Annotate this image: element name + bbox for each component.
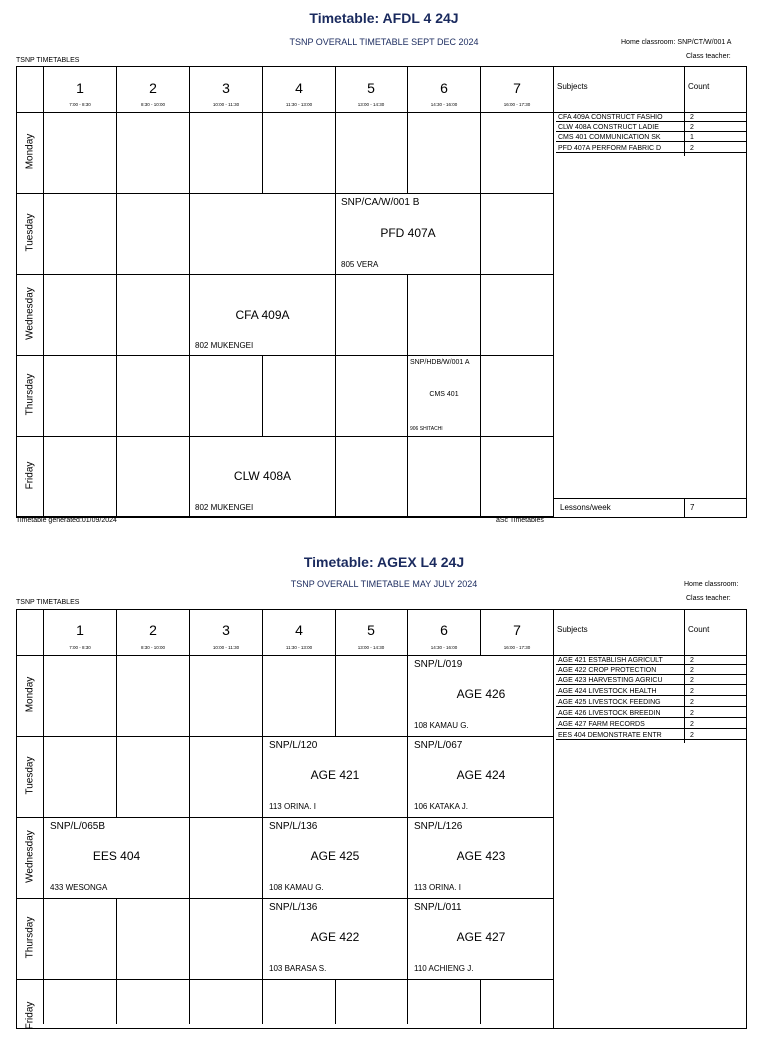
timetable-title: Timetable: AFDL 4 24J [309,10,459,26]
period-number: 3 [222,622,230,638]
lesson-room: 802 MUKENGEI [195,341,254,350]
period-time: 7:00 - 8:30 [69,102,91,107]
day-label: Friday [24,1001,36,1030]
lesson-subject: AGE 421 [310,768,360,782]
subject-name: AGE 424 LIVESTOCK HEALTH [558,688,657,695]
lesson-class: SNP/CA/W/001 B [341,197,420,208]
lesson-class: SNP/L/067 [414,740,463,751]
subject-name: AGE 427 FARM RECORDS [558,721,645,728]
lesson-class: SNP/L/136 [269,902,318,913]
lesson-room: 106 KATAKA J. [414,802,468,811]
grid-line [16,193,554,194]
grid-line [335,655,336,736]
period-number: 1 [76,622,84,638]
day-label: Monday [24,133,36,170]
timetable-title: Timetable: AGEX L4 24J [303,554,465,570]
period-time: 8:30 - 10:00 [140,102,166,107]
subject-row [556,123,747,132]
grid-line [16,355,554,356]
lesson-room: 433 WESONGA [50,883,108,892]
subject-row [556,676,747,685]
timetable-grid [16,66,554,518]
home-classroom: Home classroom: [684,581,739,588]
subject-name: EES 404 DEMONSTRATE ENTR [558,732,662,739]
day-label: Wednesday [24,287,36,340]
day-label: Thursday [24,373,36,416]
period-time: 13:00 - 14:30 [357,102,385,107]
lesson-class: SNP/HDB/W/001 A [410,359,470,366]
grid-line [335,66,336,518]
subject-count: 2 [690,657,694,664]
lesson-subject: CFA 409A [235,308,290,322]
subject-count: 2 [690,677,694,684]
lesson-room: 113 ORINA. I [414,883,461,892]
class-teacher: Class teacher: [686,53,731,60]
grid-line [16,979,554,980]
lesson-room: 108 KAMAU G. [269,883,324,892]
period-time: 7:00 - 8:30 [69,645,91,650]
period-number: 7 [513,622,521,638]
day-label: Wednesday [24,830,36,883]
subject-row [556,720,747,729]
period-time: 11:30 - 13:00 [285,102,313,107]
subject-count: 2 [690,721,694,728]
period-time: 14:30 - 16:00 [430,645,458,650]
period-time: 14:30 - 16:00 [430,102,458,107]
lessons-week-value: 7 [690,503,695,512]
grid-line [684,498,685,518]
count-header: Count [688,82,710,91]
lesson-subject: AGE 424 [456,768,506,782]
grid-line [262,355,263,437]
subject-name: CMS 401 COMMUNICATION SK [558,134,661,141]
subject-row [556,731,747,740]
grid-line [553,498,747,499]
period-number: 5 [367,622,375,638]
period-time: 16:00 - 17:30 [503,645,531,650]
class-teacher: Class teacher: [686,595,731,602]
grid-line [116,898,117,1024]
subject-name: AGE 421 ESTABLISH AGRICULT [558,657,663,664]
period-number: 3 [222,80,230,96]
home-classroom: Home classroom: SNP/CT/W/001 A [621,39,732,46]
day-label: Monday [24,676,36,713]
subject-count: 2 [690,124,694,131]
grid-line [16,436,554,437]
subject-count: 2 [690,145,694,152]
lesson-room: 103 BARASA S. [269,964,327,973]
lesson-class: SNP/L/136 [269,821,318,832]
lesson-subject: CLW 408A [233,469,292,483]
asc-label: aSc Timetables [496,517,544,524]
subject-count: 2 [690,732,694,739]
lesson-subject: AGE 425 [310,849,360,863]
lesson-class: SNP/L/019 [414,659,463,670]
subject-count: 2 [690,710,694,717]
subject-name: CLW 408A CONSTRUCT LADIE [558,124,659,131]
lesson-room: 108 KAMAU G. [414,721,469,730]
period-number: 4 [295,80,303,96]
grid-line [480,979,481,1024]
lesson-subject: AGE 423 [456,849,506,863]
grid-line [16,655,554,656]
grid-line [335,979,336,1024]
period-number: 6 [440,80,448,96]
subject-row [556,687,747,696]
day-label: Tuesday [24,213,36,252]
subject-name: CFA 409A CONSTRUCT FASHIO [558,114,663,121]
period-number: 4 [295,622,303,638]
lesson-subject: PFD 407A [380,226,436,240]
grid-line [189,66,190,518]
subjects-header: Subjects [557,82,588,91]
period-number: 5 [367,80,375,96]
period-time: 16:00 - 17:30 [503,102,531,107]
subject-row [556,656,747,665]
lesson-class: SNP/L/120 [269,740,318,751]
grid-line [116,66,117,518]
period-time: 11:30 - 13:00 [285,645,313,650]
period-number: 2 [149,80,157,96]
timetable-subtitle: TSNP OVERALL TIMETABLE MAY JULY 2024 [290,579,478,589]
lessons-week-label: Lessons/week [560,503,611,512]
day-label: Thursday [24,916,36,959]
lesson-class: SNP/L/065B [50,821,106,832]
subject-count: 2 [690,667,694,674]
subject-row [556,709,747,718]
generated-date: Timetable generated:01/09/2024 [16,517,117,524]
period-number: 7 [513,80,521,96]
lesson-class: SNP/L/126 [414,821,463,832]
timetable-subtitle: TSNP OVERALL TIMETABLE SEPT DEC 2024 [289,37,479,47]
lesson-subject: CMS 401 [429,391,459,398]
grid-line [16,112,554,113]
lesson-subject: AGE 427 [456,930,506,944]
subject-row [556,113,747,122]
period-time: 10:00 - 11:30 [212,645,240,650]
subject-count: 1 [690,134,694,141]
lesson-room: 805 VERA [341,260,379,269]
lesson-subject: AGE 422 [310,930,360,944]
period-number: 6 [440,622,448,638]
subject-row [556,144,747,153]
subject-name: AGE 422 CROP PROTECTION [558,667,657,674]
subject-count: 2 [690,688,694,695]
lesson-subject: EES 404 [92,849,141,863]
section-label: TSNP TIMETABLES [16,57,80,64]
period-time: 10:00 - 11:30 [212,102,240,107]
grid-line [480,66,481,518]
grid-line [16,274,554,275]
subject-name: AGE 423 HARVESTING AGRICU [558,677,663,684]
subjects-header: Subjects [557,625,588,634]
subject-count: 2 [690,114,694,121]
grid-line [16,898,554,899]
period-number: 2 [149,622,157,638]
subject-row [556,666,747,675]
grid-line [43,66,44,518]
subject-row [556,698,747,707]
grid-line [16,817,554,818]
period-number: 1 [76,80,84,96]
day-label: Tuesday [24,756,36,795]
grid-line [16,736,554,737]
lesson-room: 802 MUKENGEI [195,503,254,512]
lesson-class: SNP/L/011 [414,902,462,913]
section-label: TSNP TIMETABLES [16,599,80,606]
period-time: 13:00 - 14:30 [357,645,385,650]
subject-count: 2 [690,699,694,706]
subject-name: PFD 407A PERFORM FABRIC D [558,145,662,152]
subject-row [556,133,747,142]
day-label: Friday [24,461,36,490]
subject-name: AGE 425 LIVESTOCK FEEDING [558,699,661,706]
subject-name: AGE 426 LIVESTOCK BREEDIN [558,710,661,717]
count-header: Count [688,625,710,634]
grid-line [684,66,685,156]
period-time: 8:30 - 10:00 [140,645,166,650]
lesson-subject: AGE 426 [456,687,506,701]
lesson-room: 110 ACHIENG J. [414,964,474,973]
grid-line [116,609,117,817]
lesson-room: 113 ORINA. I [269,802,316,811]
lesson-room: 906 SHITACHI [410,426,443,432]
